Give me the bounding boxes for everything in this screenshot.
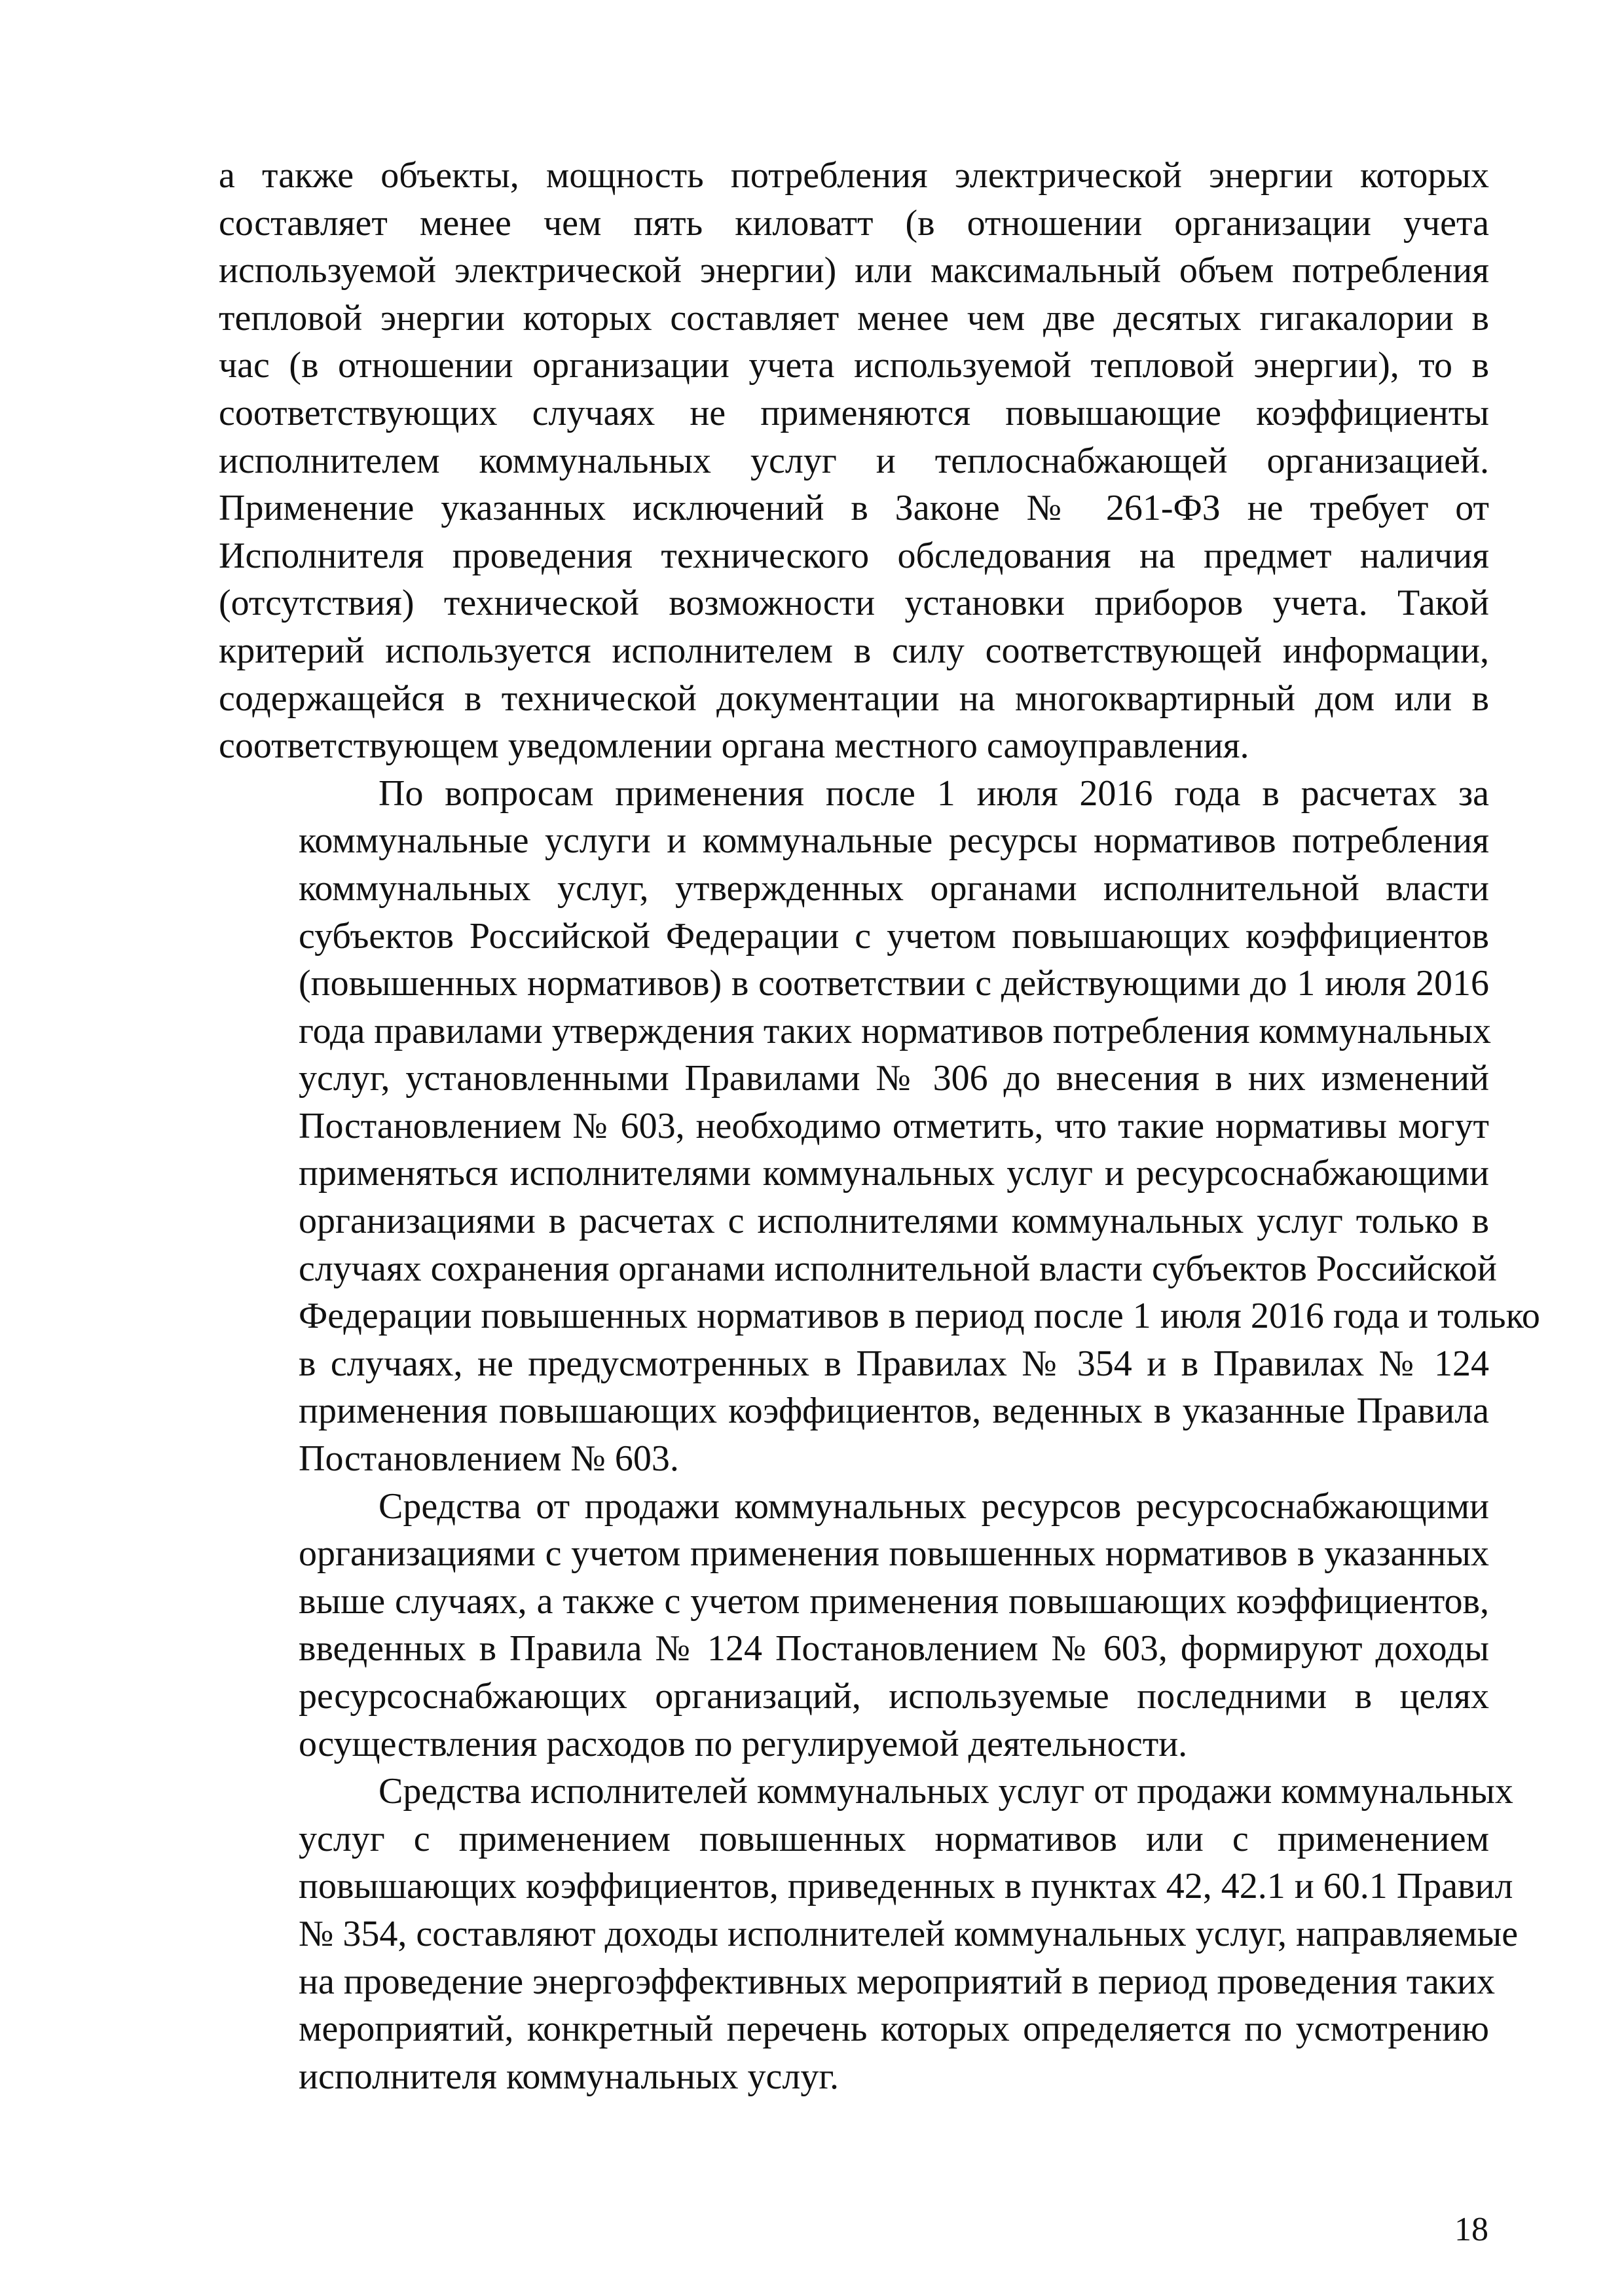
text-line: Исполнителя проведения технического обследования на предмет наличия bbox=[219, 535, 1489, 576]
text-line: (отсутствия) технической возможности установки приборов учета. Такой bbox=[219, 583, 1489, 624]
text-line: повышающих коэффициентов, приведенных в пунктах 42, 42.1 и 60.1 Правил bbox=[299, 1866, 1513, 1907]
text-line: соответствующих случаях не применяются повышающие коэффициенты bbox=[219, 392, 1489, 433]
paragraph-2 bbox=[219, 770, 1540, 1483]
text-line: применяться исполнителями коммунальных услуг и ресурсоснабжающими bbox=[299, 1153, 1489, 1194]
text-line: Средства исполнителей коммунальных услуг от продажи коммунальных bbox=[378, 1771, 1513, 1812]
paragraph-4 bbox=[219, 1768, 1519, 2100]
text-line: По вопросам применения после 1 июля 2016 года в расчетах за bbox=[378, 773, 1489, 814]
text-line: используемой электрической энергии) или максимальный объем потребления bbox=[219, 250, 1489, 291]
text-line: услуг с применением повышенных нормативов или с применением bbox=[299, 1818, 1489, 1859]
text-line: Федерации повышенных нормативов в период после 1 июля 2016 года и только bbox=[299, 1296, 1540, 1337]
text-line: коммунальных услуг, утвержденных органами исполнительной власти bbox=[299, 867, 1489, 909]
text-line: Средства от продажи коммунальных ресурсов ресурсоснабжающими bbox=[378, 1485, 1489, 1527]
text-line: Постановлением № 603. bbox=[299, 1438, 679, 1480]
text-line: исполнителя коммунальных услуг. bbox=[299, 2056, 839, 2097]
text-line: а также объекты, мощность потребления электрической энергии которых bbox=[219, 155, 1489, 196]
text-line: Постановлением № 603, необходимо отметить, что такие нормативы могут bbox=[299, 1105, 1489, 1146]
text-line: содержащейся в технической документации на многоквартирный дом или в bbox=[219, 678, 1489, 719]
text-line: года правилами утверждения таких нормативов потребления коммунальных bbox=[299, 1010, 1492, 1051]
text-line: критерий используется исполнителем в силу соответствующей информации, bbox=[219, 630, 1489, 671]
text-line: № 354, составляют доходы исполнителей коммунальных услуг, направляемые bbox=[299, 1913, 1519, 1954]
text-line: случаях сохранения органами исполнительной власти субъектов Российской bbox=[299, 1248, 1497, 1289]
text-line: организациями с учетом применения повышенных нормативов в указанных bbox=[299, 1533, 1489, 1575]
text-line: применения повышающих коэффициентов, веденных в указанные Правила bbox=[299, 1391, 1489, 1432]
text-line: мероприятий, конкретный перечень которых определяется по усмотрению bbox=[299, 2009, 1489, 2050]
text-line: осуществления расходов по регулируемой деятельности. bbox=[299, 1723, 1188, 1764]
text-line: введенных в Правила № 124 Постановлением № 603, формируют доходы bbox=[299, 1628, 1489, 1669]
text-line: исполнителем коммунальных услуг и теплоснабжающей организацией. bbox=[219, 440, 1489, 481]
text-line: на проведение энергоэффективных мероприятий в период проведения таких bbox=[299, 1961, 1495, 2002]
paragraph-3 bbox=[219, 1483, 1489, 1768]
text-line: субъектов Российской Федерации с учетом повышающих коэффициентов bbox=[299, 915, 1489, 957]
text-line: (повышенных нормативов) в соответствии с действующими до 1 июля 2016 bbox=[299, 963, 1489, 1004]
text-line: организациями в расчетах с исполнителями коммунальных услуг только в bbox=[299, 1201, 1489, 1242]
text-line: тепловой энергии которых составляет менее чем две десятых гигакалории в bbox=[219, 297, 1489, 338]
document-body bbox=[219, 152, 1540, 2100]
text-line: час (в отношении организации учета используемой тепловой энергии), то в bbox=[219, 345, 1489, 386]
text-line: составляет менее чем пять киловатт (в отношении организации учета bbox=[219, 202, 1489, 244]
text-line: коммунальные услуги и коммунальные ресурсы нормативов потребления bbox=[299, 820, 1489, 862]
text-line: в случаях, не предусмотренных в Правилах № 354 и в Правилах № 124 bbox=[299, 1343, 1489, 1384]
text-line: ресурсоснабжающих организаций, используемые последними в целях bbox=[299, 1676, 1489, 1717]
page-number: 18 bbox=[1454, 2211, 1488, 2248]
text-line: Применение указанных исключений в Законе № 261-ФЗ не требует от bbox=[219, 488, 1489, 529]
text-line: выше случаях, а также с учетом применения повышающих коэффициентов, bbox=[299, 1580, 1489, 1622]
text-line: соответствующем уведомлении органа местного самоуправления. bbox=[219, 725, 1249, 767]
text-line: услуг, установленными Правилами № 306 до внесения в них изменений bbox=[299, 1058, 1489, 1099]
paragraph-1 bbox=[219, 152, 1489, 770]
